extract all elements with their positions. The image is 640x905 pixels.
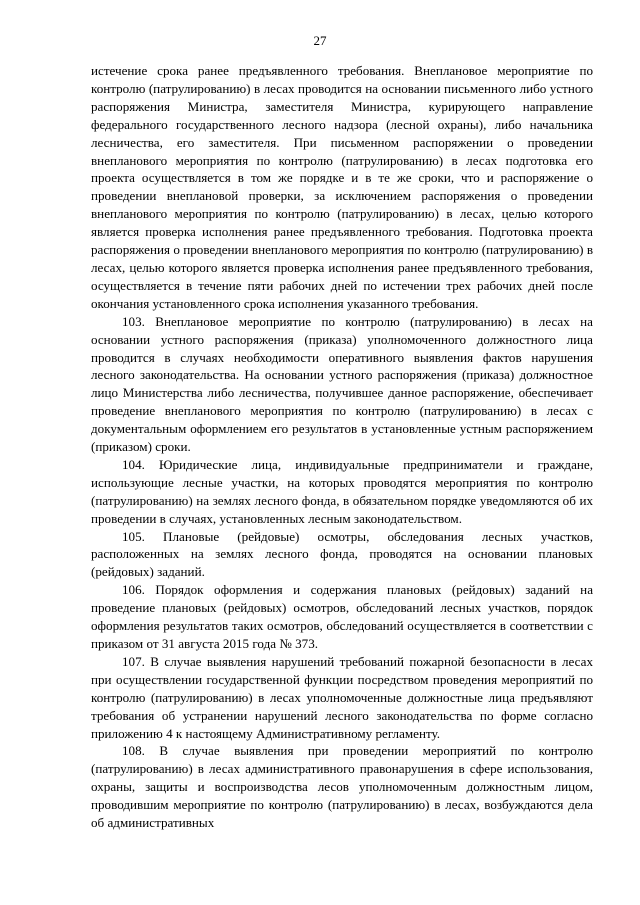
paragraph-item-108: 108. В случае выявления при проведении мероприятий по контролю (патрулированию) в лесах административного правонарушения в сфере использования, охраны, защиты и воспроизводства лесов уполномоченным должностным лицом, проводившим мероприятие по контролю (патрулированию) в лесах, возбуждаются дела об административных xyxy=(91,743,593,831)
paragraph-item-103: 103. Внеплановое мероприятие по контролю (патрулированию) в лесах на основании устного распоряжения (приказа) уполномоченного должностного лица проводится в случаях необходимости оперативного выявления фактов нарушения лесного законодательства. На основании устного распоряжения (приказа) должностное лицо Министерства либо лесничества, получившее данное распоряжение, обеспечивает проведение внепланового мероприятия по контролю (патрулированию) в лесах с документальным оформлением его результатов в установленные устным распоряжением (приказом) сроки. xyxy=(91,313,593,455)
page-number: 27 xyxy=(313,33,327,48)
paragraph-item-105: 105. Плановые (рейдовые) осмотры, обследования лесных участков, расположенных на землях лесного фонда, проводятся на основании плановых (рейдовых) заданий. xyxy=(91,528,593,580)
paragraph-continuation: истечение срока ранее предъявленного требования. Внеплановое мероприятие по контролю (патрулированию) в лесах проводится на основании письменного либо устного распоряжения Министра, заместителя Министра, курирующего направление федерального государственного лесного надзора (лесной охраны), либо начальника лесничества, его заместителя. При письменном распоряжении о проведении внепланового мероприятия по контролю (патрулированию) в лесах подготовка его проекта осуществляется в том же порядке и в те же сроки, что и распоряжение о проведении внеплановой проверки, за исключением распоряжения о проведении внепланового мероприятия по контролю (патрулированию) в лесах, целью которого является проверка исполнения ранее предъявленного требования. Подготовка проекта распоряжения о проведении внепланового мероприятия по контролю (патрулированию) в лесах, целью которого является проверка исполнения ранее предъявленного требования, осуществляется в течение пяти рабочих дней по истечении трех рабочих дней после окончания установленного срока исполнения указанного требования. xyxy=(91,63,593,311)
paragraph-item-107: 107. В случае выявления нарушений требований пожарной безопасности в лесах при осуществлении государственной функции посредством проведения мероприятий по контролю (патрулированию) в лесах уполномоченные должностные лица предъявляют требования об устранении нарушений лесного законодательства по форме согласно приложению 4 к настоящему Административному регламенту. xyxy=(91,653,593,741)
paragraph-item-106: 106. Порядок оформления и содержания плановых (рейдовых) заданий на проведение плановых (рейдовых) осмотров, обследований лесных участков, порядок оформления результатов таких осмотров, обследований осуществляется в соответствии с приказом от 31 августа 2015 года № 373. xyxy=(91,582,593,651)
paragraph-item-104: 104. Юридические лица, индивидуальные предприниматели и граждане, использующие лесные участки, на которых проводятся мероприятия по контролю (патрулированию) на землях лесного фонда, в обязательном порядке уведомляются об их проведении в случаях, установленных лесным законодательством. xyxy=(91,456,593,526)
document-body xyxy=(91,62,593,832)
